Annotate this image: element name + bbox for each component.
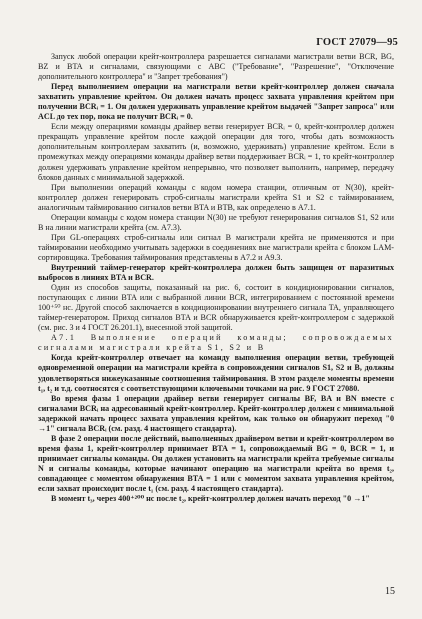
- paragraph: Запуск любой операции крейт-контроллера разрешается сигналами магистрали ветви BCR, BG, BZ и BTA и сигналами, связующими с ABC ("Требование", "Разрешение", "Отключение дополнительного контроллера" и "Запрет требования"): [38, 52, 394, 82]
- paragraph-bold: Когда крейт-контроллер отвечает на команду выполнения операции ветви, требующей одновременной операции на магистрали крейта в сопровождении сигналов S1, S2 и B, должны удовлетворяться нижеуказанные соотношения таймирования. В этом разделе моменты времени t₁, t₂ и т.д. соотносятся с соответствующими ключевыми точками на рис. 9 ГОСТ 27080.: [38, 353, 394, 393]
- paragraph-bold: Во время фазы 1 операции драйвер ветви генерирует сигналы BF, BA и BN вместе с сигналами BCRᵢ на адресованный крейт-контроллер. Крейт-контроллер должен с минимальной задержкой начать процесс захвата управления крейтом, как только он обнаружит переход "0 →1" сигнала BCRᵢ (см. разд. 4 настоящего стандарта).: [38, 393, 394, 433]
- section-heading: А7.1 Выполнение операций команды; сопровождаемых сигналами магистрали крейта S1, S2 и B: [38, 333, 394, 353]
- paragraph-bold: Внутренний таймер-генератор крейт-контроллера должен быть защищен от паразитных выбросов в линиях BTA и BCR.: [38, 262, 394, 283]
- paragraph: Один из способов защиты, показанный на рис. 6, состоит в кондиционировании сигналов, поступающих с линии BTA или с выбранной линии BCR, интегрированием с постоянной времени 100⁺⁵⁰ нс. Другой способ заключается в кондиционировании внутреннего сигнала TA, управляющего таймер-генератором. Приход сигналов BTA и BCR обнаруживается крейт-контроллером с задержкой (см. рис. 3 и 4 ГОСТ 26.201.1), внесенной этой защитой.: [38, 283, 394, 333]
- paragraph-bold: В момент t₃, через 400⁺²⁰⁰ нс после t₂, крейт-контроллер должен начать переход "0 →1": [51, 494, 370, 504]
- paragraph: Если между операциями команды драйвер ветви генерирует BCRᵢ = 0, крейт-контроллер должен прекращать управление крейтом после каждой операции для того, чтобы дать возможность дополнительным контроллерам захватить (и, возможно, удерживать) управление крейтом. Если в промежутках между операциями команды драйвер ветви поддерживает BCRᵢ = 1, то крейт-контроллер должен удерживать управление крейтом непрерывно, что позволяет выполнить, например, передачу блоков данных с минимальной задержкой.: [38, 122, 394, 182]
- page-number: 15: [385, 586, 395, 597]
- paragraph: Операции команды с кодом номера станции N(30) не требуют генерирования сигналов S1, S2 или B на линии магистрали крейта (см. А7.3).: [38, 212, 394, 232]
- standard-header: ГОСТ 27079—95: [316, 37, 398, 48]
- document-body: [38, 52, 394, 504]
- paragraph-bold: В фазе 2 операции после действий, выполненных драйвером ветви и крейт-контроллером во время фазы 1, крейт-контроллер принимает BTA = 1, сопровождаемый BG = 0, BCR = 1, и принимает сигналы команды. Он должен установить на магистрали крейта требуемые сигналы N и сигналы команды, которые начинают операцию на магистрали крейта во время t₂, совпадающее с моментом обнаружения BTA = 1 или с моментом захвата управления крейтом, если захват происходит после t₁ (см. разд. 4 настоящего стандарта).: [38, 433, 394, 494]
- paragraph: При выполнении операций команды с кодом номера станции, отличным от N(30), крейт-контроллер должен генерировать строб-сигналы магистрали крейта S1 и S2 с таймированием, аналогичным таймированию сигналов ветви BTA и BTB, как определено в А7.1.: [38, 182, 394, 212]
- paragraph-bold: Перед выполнением операции на магистрали ветви крейт-контроллер должен сначала захватить управление крейтом. Он должен начать процесс захвата управления крейтом при получении BCRᵢ = 1. Он должен удерживать управление крейтом выдачей "Запрет запроса" или ACL до тех пор, пока не получит BCRᵢ = 0.: [38, 82, 394, 122]
- paragraph: При GL-операциях строб-сигналы или сигнал B магистрали крейта не применяются и при таймировании необходимо учитывать задержки в соединениях вне магистрали крейта с блоком LAM-сортировщика. Требования таймирования представлены в А7.2 и А9.3.: [38, 232, 394, 262]
